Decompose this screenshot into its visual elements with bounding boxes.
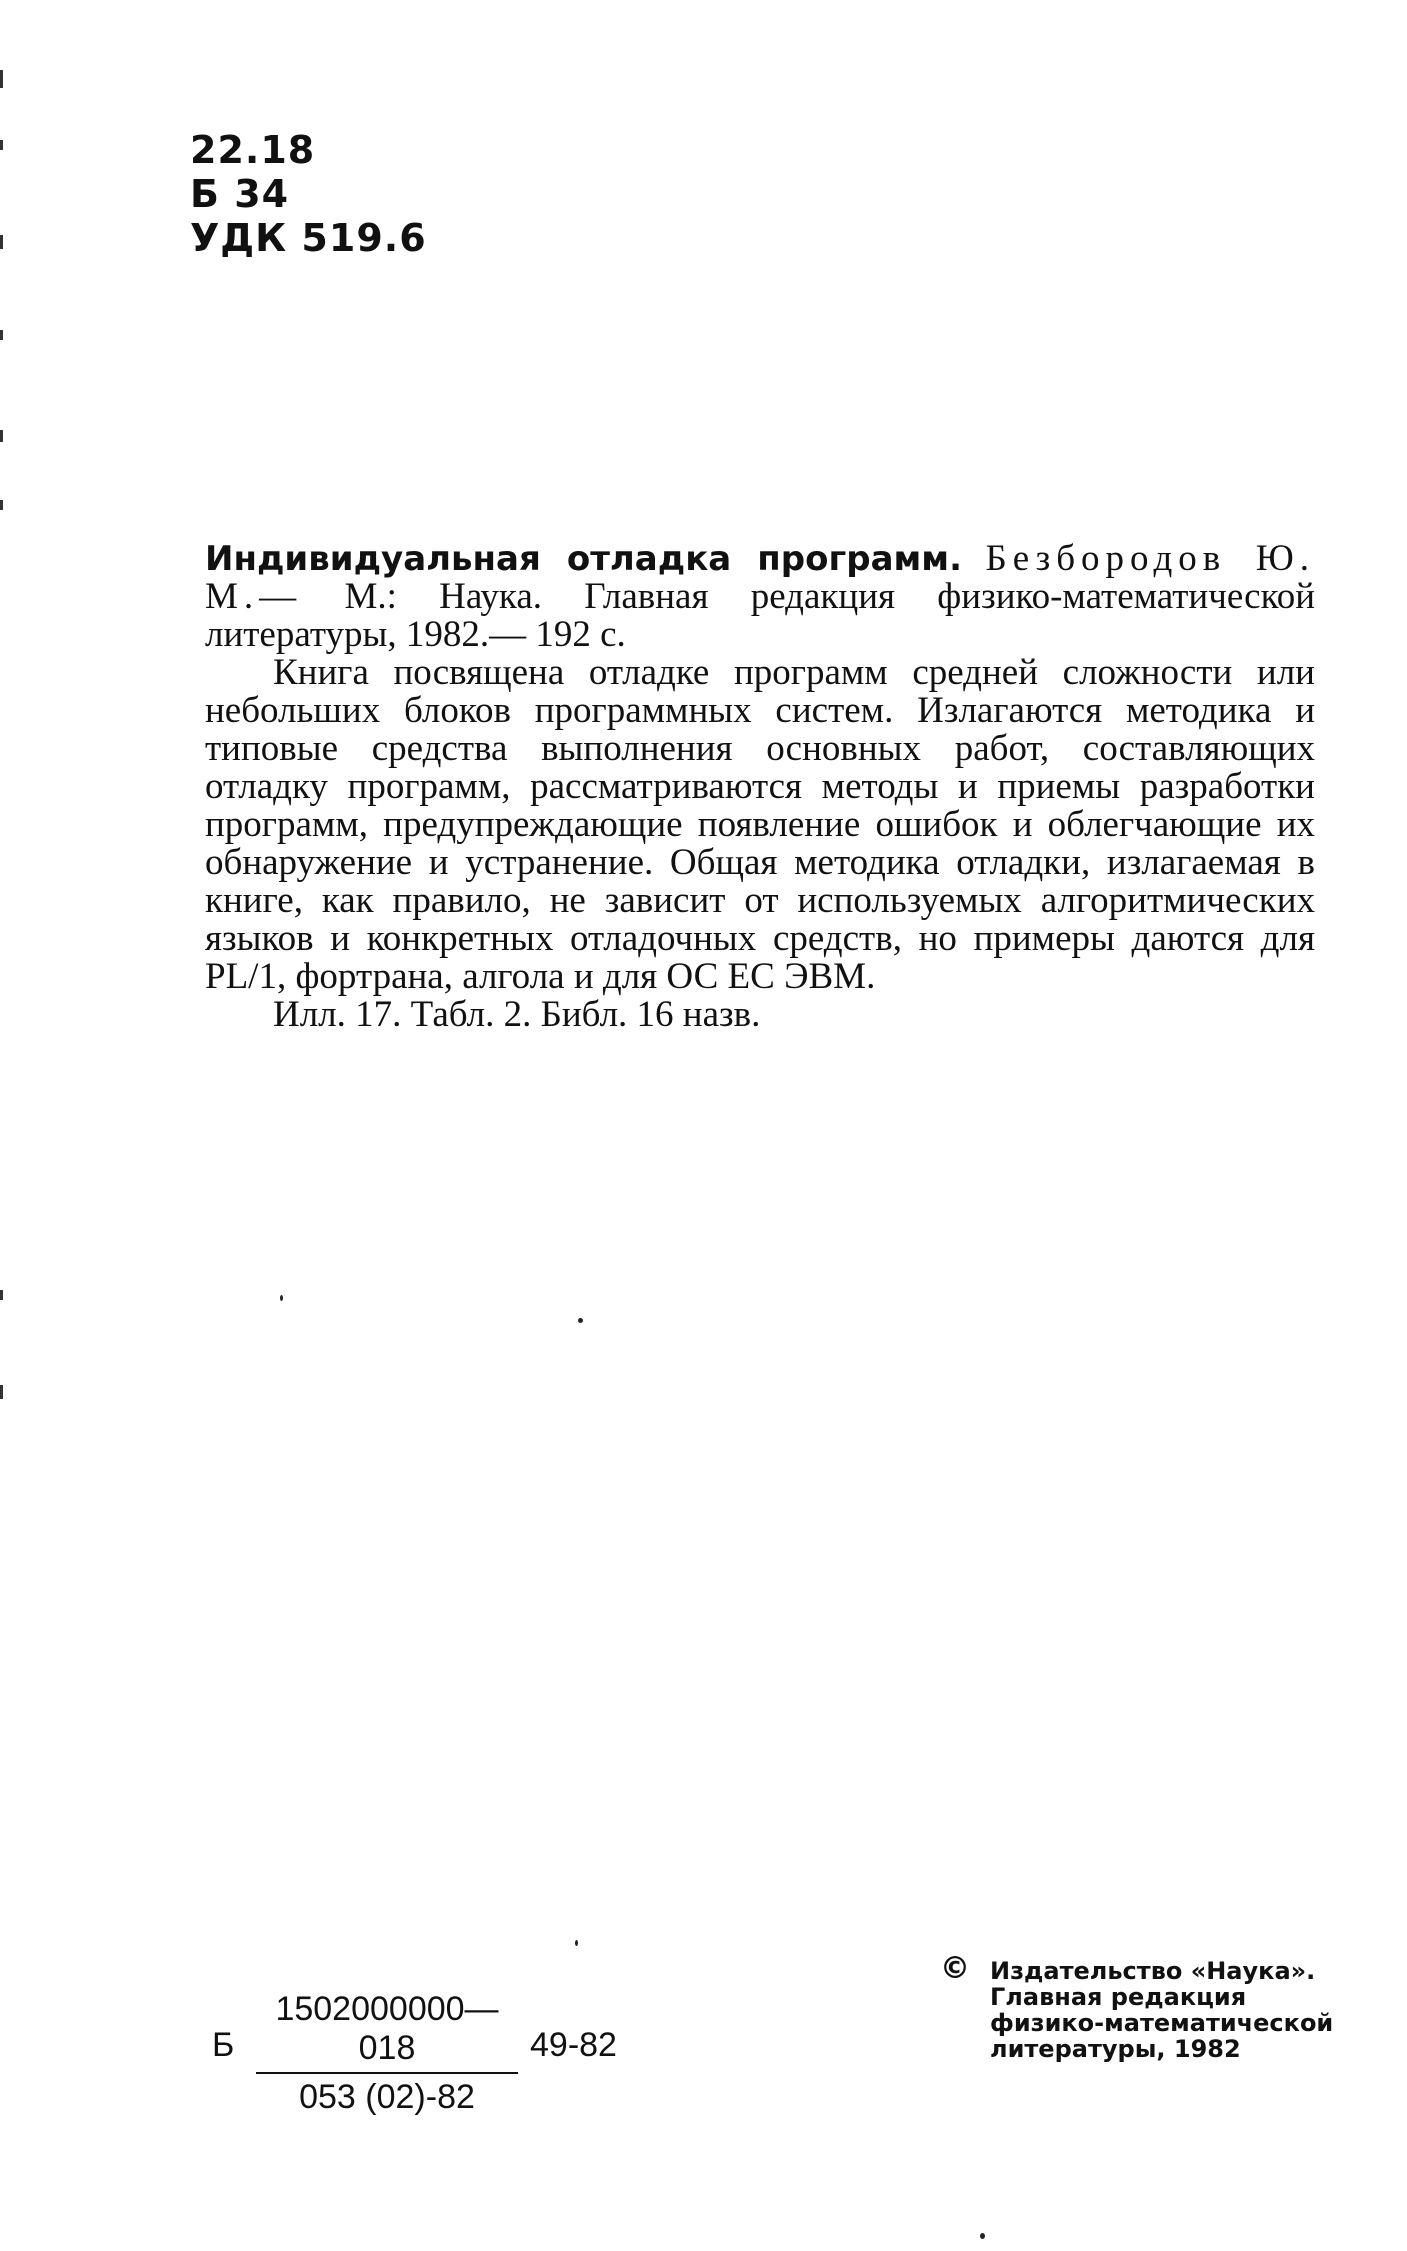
scan-edge-mark <box>0 1290 3 1300</box>
book-author: Безбородов Ю. М.— <box>205 538 1316 617</box>
code-fraction <box>252 1990 522 2117</box>
book-title: Индивидуальная отладка программ. <box>205 539 963 579</box>
udk-index: УДК 519.6 <box>190 216 427 260</box>
scan-edge-mark <box>0 70 3 88</box>
scan-edge-mark <box>0 140 3 150</box>
copyright-line: Издательство «Наука». <box>990 1957 1316 1985</box>
scan-edge-mark <box>0 500 3 510</box>
annotation-block <box>205 540 1315 1034</box>
scan-speck <box>980 2233 985 2239</box>
copyright-line: Главная редакция <box>990 1983 1247 2011</box>
scan-edge-mark <box>0 330 3 340</box>
copyright-line: физико-математической <box>990 2009 1334 2037</box>
code-prefix: Б <box>212 2026 235 2064</box>
book-illustrations-count: Илл. 17. Табл. 2. Библ. 16 назв. <box>273 994 761 1035</box>
bibliographic-record <box>205 540 1315 654</box>
scan-edge-mark <box>0 235 3 249</box>
publication-code <box>212 1990 632 2116</box>
scan-speck <box>280 1295 283 1301</box>
scan-edge-mark <box>0 430 3 442</box>
copyright-line: литературы, 1982 <box>990 2035 1241 2063</box>
copyright-block <box>940 1951 1334 2063</box>
code-denominator: 053 (02)-82 <box>299 2078 475 2116</box>
bbk-index: 22.18 <box>190 128 316 172</box>
book-imprint: М.: Наука. Главная редакция физико-математической литературы, 1982.— 192 с. <box>205 576 1315 655</box>
scan-speck <box>575 1940 578 1946</box>
book-summary: Книга посвящена отладке программ средней сложности или небольших блоков программных систем. Излагаются методика и типовые средства выполнения основных работ, составляющих отладку программ, рассматриваются методы и приемы разработки программ, предупреждающие появление ошибок и облегчающие их обнаружение и устранение. Общая методика отладки, излагаемая в книге, как правило, не зависит от используемых алгоритмических языков и конкретных отладочных средств, но примеры даются для PL/1, фортрана, алгола и для ОС ЕС ЭВМ. <box>205 652 1315 997</box>
code-numerator: 1502000000—018 <box>275 1990 499 2067</box>
author-mark: Б 34 <box>190 172 290 216</box>
code-suffix: 49-82 <box>530 2026 617 2064</box>
scan-edge-mark <box>0 1385 3 1399</box>
classification-block <box>190 128 427 260</box>
scan-speck <box>578 1318 583 1323</box>
copyright-icon: © <box>940 1951 970 1986</box>
